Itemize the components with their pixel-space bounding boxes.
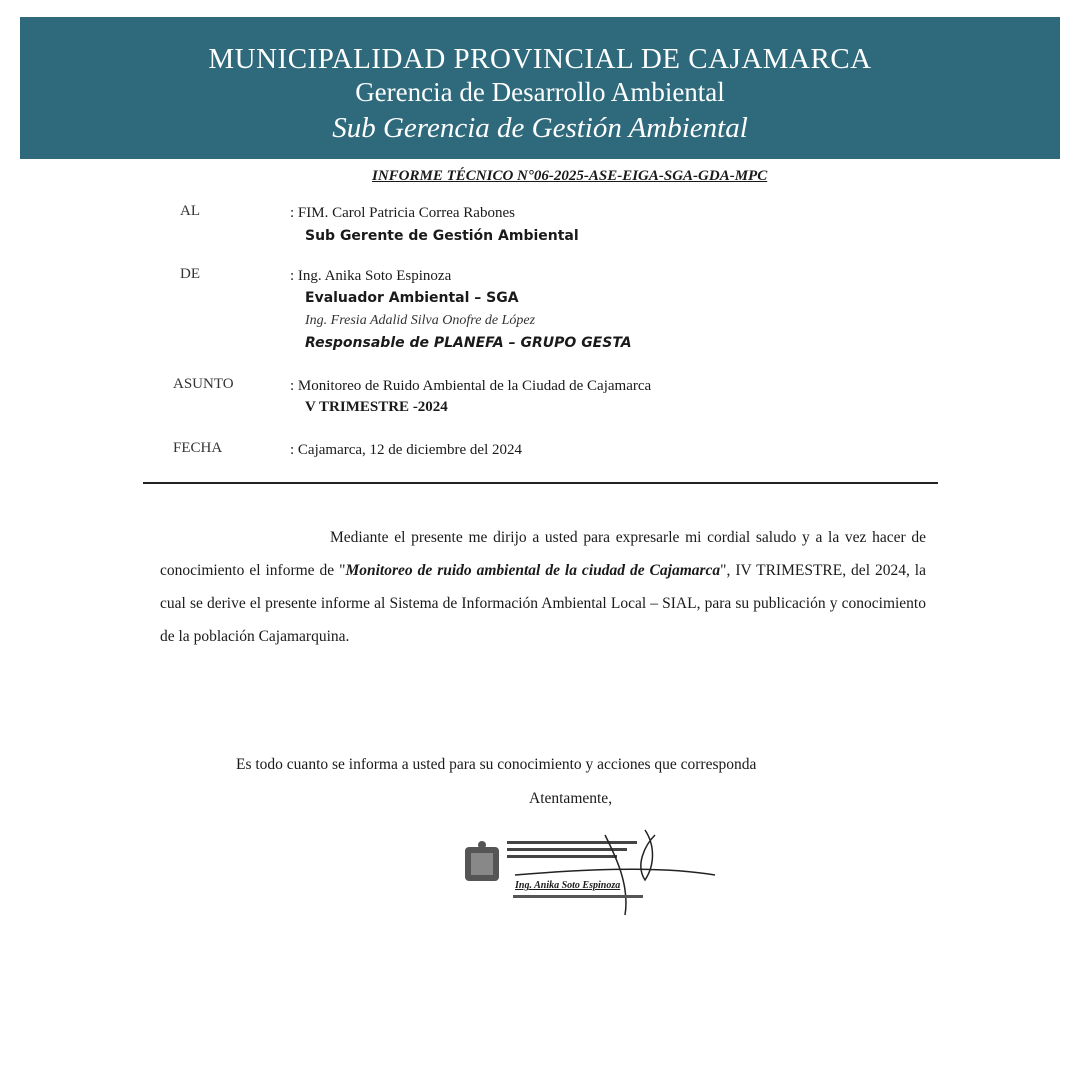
fecha-label: FECHA: [173, 440, 223, 456]
al-name: : FIM. Carol Patricia Correa Rabones: [290, 205, 515, 221]
body-paragraph: [160, 521, 926, 653]
body-text-c: ", IV TRIMESTRE, del 2024, la cual se derive el presente informe al Sistema de Información Ambiental Local – SIAL, para su publicación y conocimiento de la población Cajamarquina.: [160, 562, 926, 645]
de-role-2: Responsable de PLANEFA – GRUPO GESTA: [305, 335, 632, 351]
asunto-value: : Monitoreo de Ruido Ambiental de la Ciudad de Cajamarca: [290, 378, 652, 394]
de-name-2: Ing. Fresia Adalid Silva Onofre de López: [305, 313, 536, 328]
signature-name: Ing. Anika Soto Espinoza: [515, 880, 621, 891]
al-role: Sub Gerente de Gestión Ambiental: [305, 228, 579, 244]
de-label: DE: [180, 266, 200, 282]
closing-line: Es todo cuanto se informa a usted para su conocimiento y acciones que corresponda: [236, 756, 757, 773]
body-text-emphasis: Monitoreo de ruido ambiental de la ciudad de Cajamarca: [345, 562, 721, 579]
coat-of-arms-icon: [465, 841, 499, 881]
municipality-name: MUNICIPALIDAD PROVINCIAL DE CAJAMARCA: [208, 43, 872, 75]
sub-department-name: Sub Gerencia de Gestión Ambiental: [332, 112, 748, 144]
letterhead-banner: [20, 17, 1060, 159]
report-id: INFORME TÉCNICO N°06-2025-ASE-EIGA-SGA-GDA-MPC: [372, 168, 768, 184]
asunto-sub: V TRIMESTRE -2024: [305, 399, 448, 415]
body-text-a: Mediante el presente me dirijo a usted para expresarle mi cordial saludo y a la vez hacer de conocimiento el informe de ": [160, 529, 926, 579]
department-name: Gerencia de Desarrollo Ambiental: [355, 77, 725, 107]
fecha-value: : Cajamarca, 12 de diciembre del 2024: [290, 442, 522, 458]
al-label: AL: [180, 203, 200, 219]
de-role-1: Evaluador Ambiental – SGA: [305, 290, 519, 306]
stamp-lines: [507, 841, 637, 858]
asunto-label: ASUNTO: [173, 376, 234, 392]
signature-stamp: [455, 825, 735, 925]
header-divider: [143, 482, 938, 484]
stamp-title-line: [513, 895, 643, 898]
sign-off: Atentamente,: [529, 790, 613, 807]
de-name-1: : Ing. Anika Soto Espinoza: [290, 268, 452, 284]
